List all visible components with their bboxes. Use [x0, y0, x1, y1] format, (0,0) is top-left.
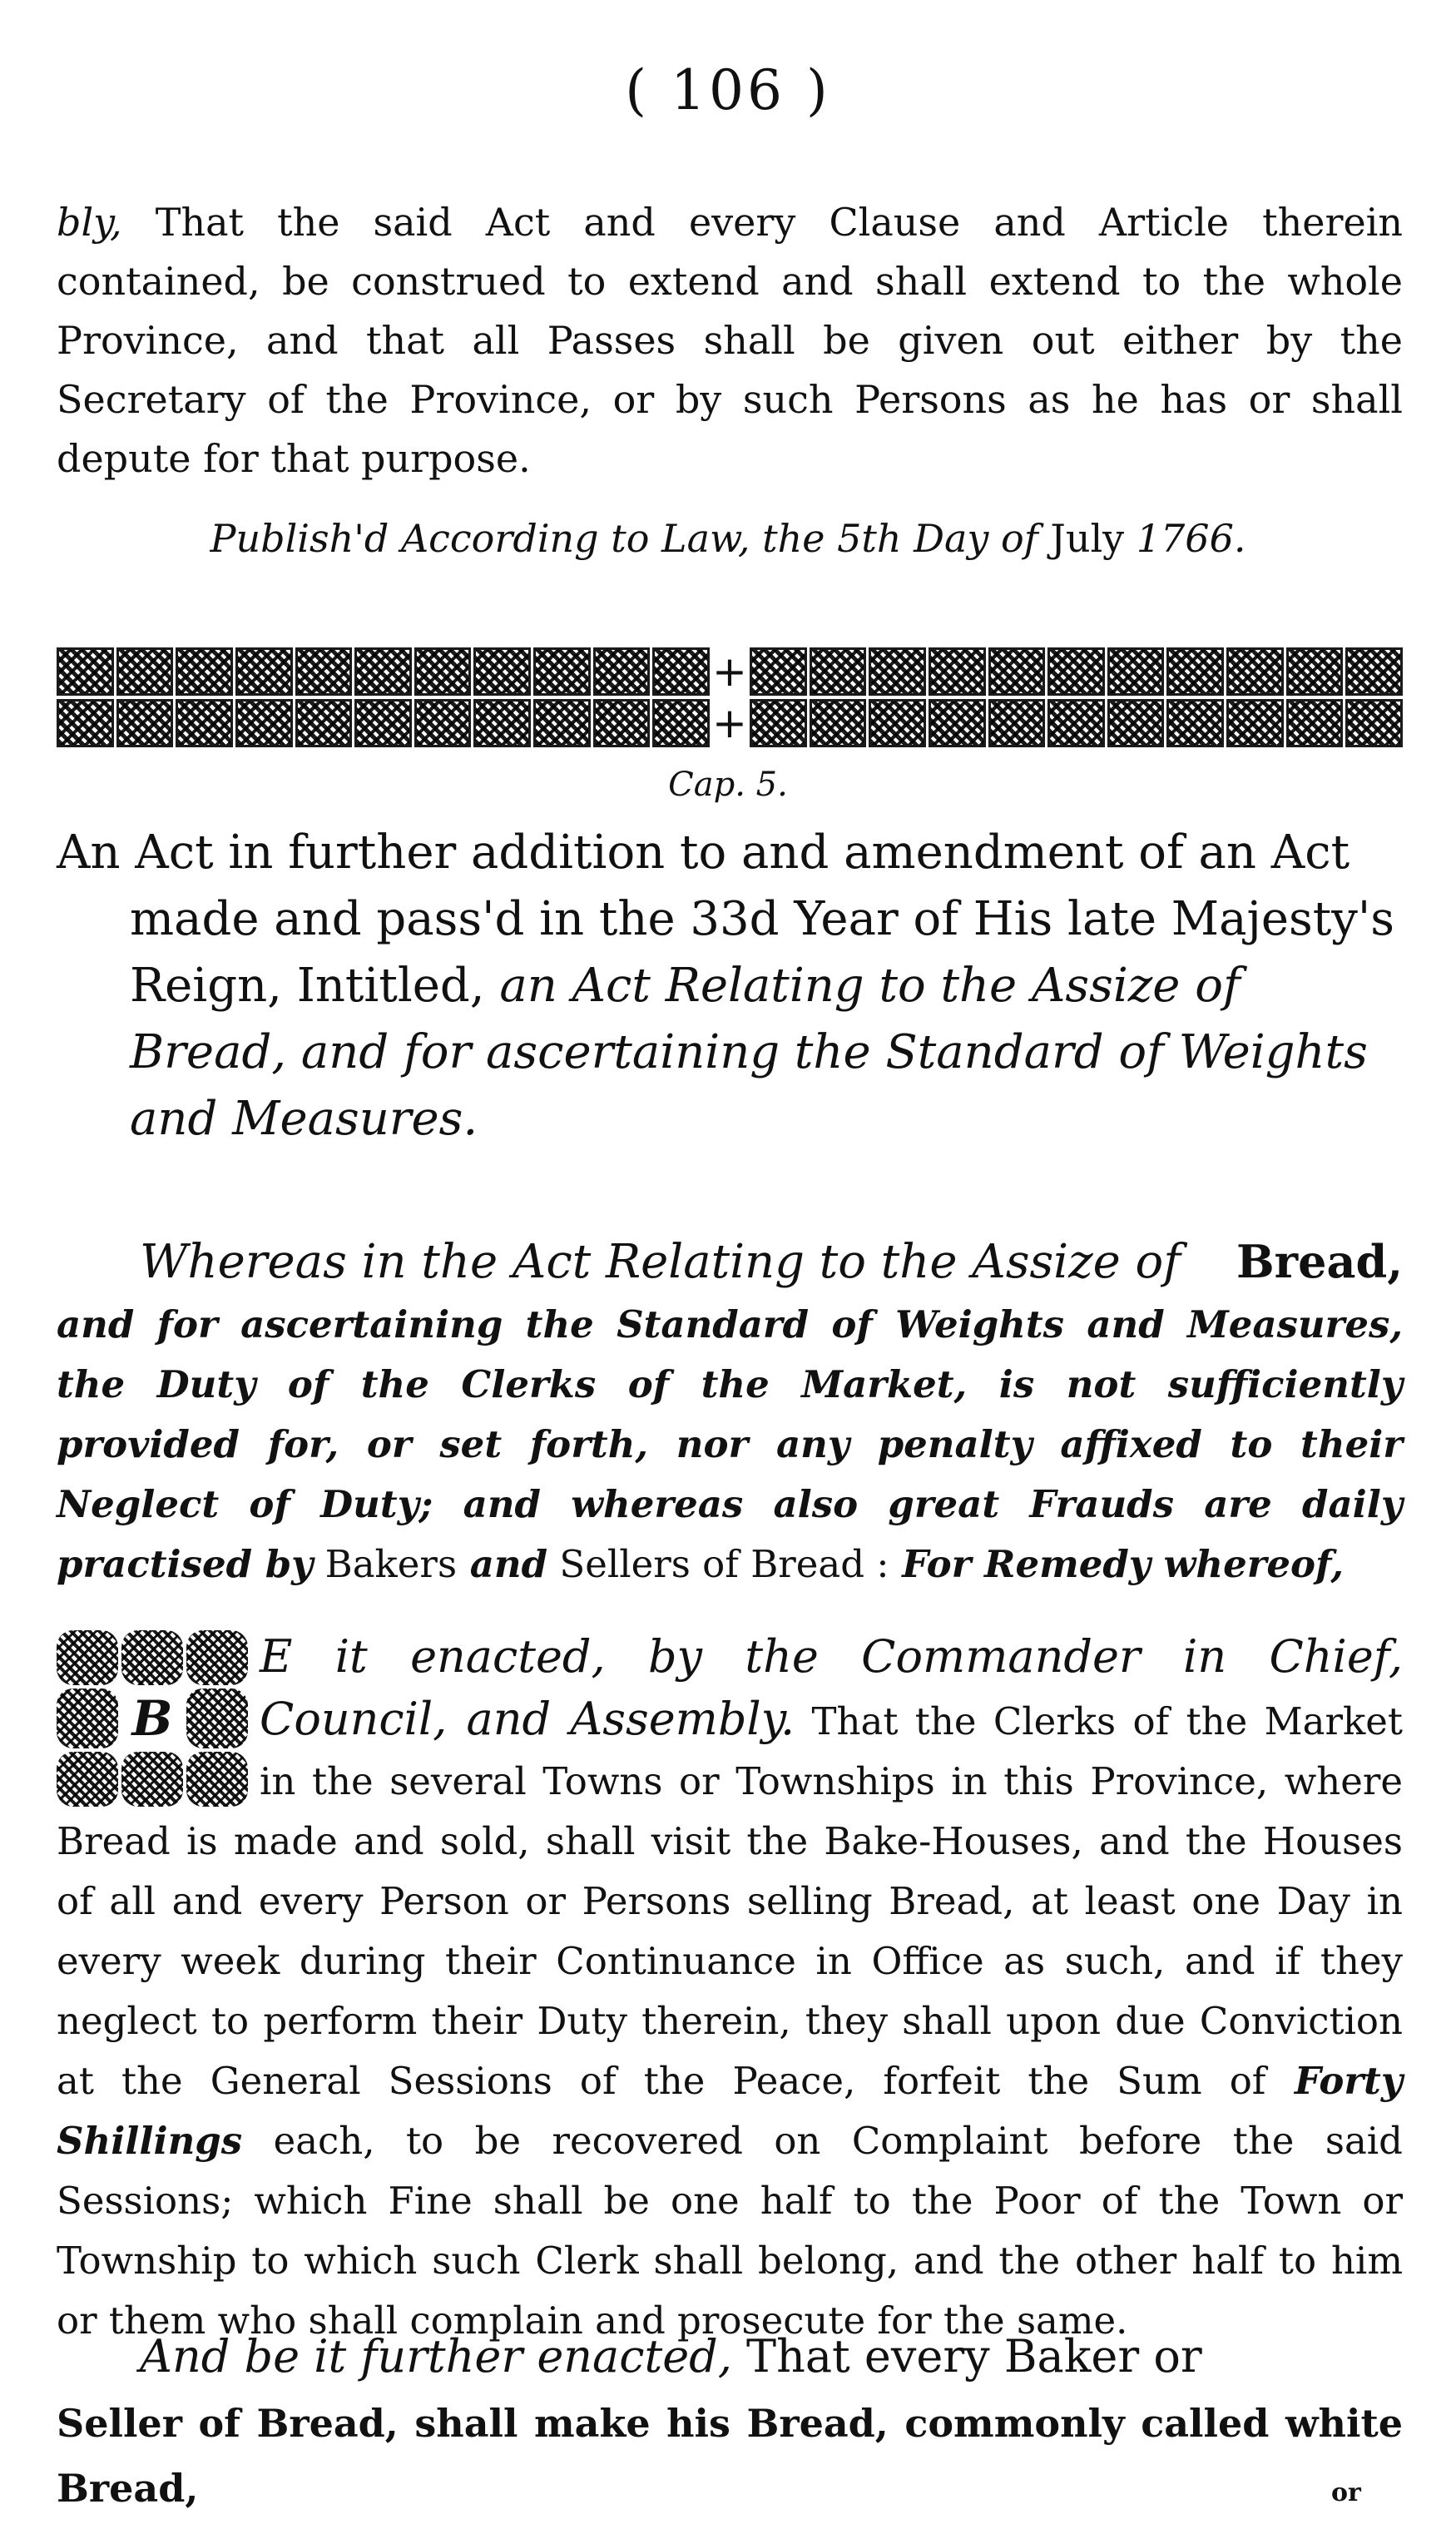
- whereas-body: and for ascertaining the Standard of Weights and Measures, the Duty of the Clerks of the Market, is not sufficiently provided for, or set forth, nor any penalty affixed to their Neglect of Duty; and whereas also great Frauds are daily practised by: [57, 1302, 1403, 1586]
- enacting-body-b: each, to be recovered on Complaint before the said Sessions; which Fine shall be one half to the Poor of the Town or Township to which such Clerk shall belong, and the other half to him or them who shall complain and prosecute for the same.: [57, 2119, 1403, 2343]
- whereas-bakers: Bakers: [313, 1542, 458, 1586]
- catchword: or: [1331, 2478, 1361, 2507]
- whereas-remedy: For Remedy whereof,: [889, 1542, 1345, 1586]
- publication-year: 1766.: [1124, 516, 1246, 561]
- whereas-lead: Whereas in the Act Relating to the Assize of: [140, 1235, 1181, 1289]
- further-text: That every Baker or: [731, 2330, 1202, 2383]
- enacting-clause: [57, 1627, 1403, 2351]
- chapter-heading: Cap. 5.: [668, 766, 788, 804]
- act-title-plain: An Act in further addition to and amendment of an Act made and pass'd in the 33d Year of His late Majesty's Reign, Intitled,: [57, 826, 1395, 1013]
- page-number: ( 106 ): [625, 58, 831, 122]
- enacting-sum: Forty Shillings: [57, 2059, 1403, 2163]
- ornamental-drop-cap: [57, 1630, 248, 1807]
- whereas-bread-word: Bread,: [1180, 1235, 1403, 1288]
- ornament-band-bottom: +: [57, 699, 1403, 747]
- publication-month: July: [1050, 516, 1125, 561]
- ornament-band-top: +: [57, 647, 1403, 696]
- further-enactment: [57, 2324, 1403, 2521]
- act-title: [57, 820, 1403, 1153]
- whereas-sellers: Sellers of Bread :: [547, 1542, 889, 1586]
- intro-clause: [57, 193, 1403, 488]
- further-lead: And be it further enacted,: [140, 2330, 732, 2383]
- intro-clause-lead: bly,: [57, 200, 122, 245]
- whereas-and: and: [457, 1542, 548, 1586]
- whereas-preamble: [57, 1232, 1403, 1594]
- publication-prefix: Publish'd According to Law, the 5th Day of: [210, 516, 1051, 561]
- drop-cap-letter: B: [131, 1690, 173, 1747]
- further-text-2: Seller of Bread, shall make his Bread, commonly called white Bread,: [57, 2401, 1403, 2511]
- enacting-body-a: That the Clerks of the Market in the several Towns or Townships in this Province, where Bread is made and sold, shall visit the Bake-Houses, and the Houses of all and every Person or Persons selling Bread, at least one Day in every week during their Continuance in Office as such, and if they neglect to perform their Duty therein, they shall upon due Conviction at the General Sessions of the Peace, forfeit the Sum of: [57, 1699, 1404, 2103]
- act-title-italic: an Act Relating to the Assize of Bread, and for ascertaining the Standard of Weights and Measures.: [130, 959, 1368, 1146]
- publication-notice: [0, 516, 1456, 561]
- enacting-lead: E it enacted, by the Commander in Chief, Council, and Assembly.: [260, 1630, 1403, 1745]
- intro-clause-text: That the said Act and every Clause and Article therein contained, be construed to extend and shall extend to the whole Province, and that all Passes shall be given out either by the Secretary of the Province, or by such Persons as he has or shall depute for that purpose.: [57, 200, 1403, 481]
